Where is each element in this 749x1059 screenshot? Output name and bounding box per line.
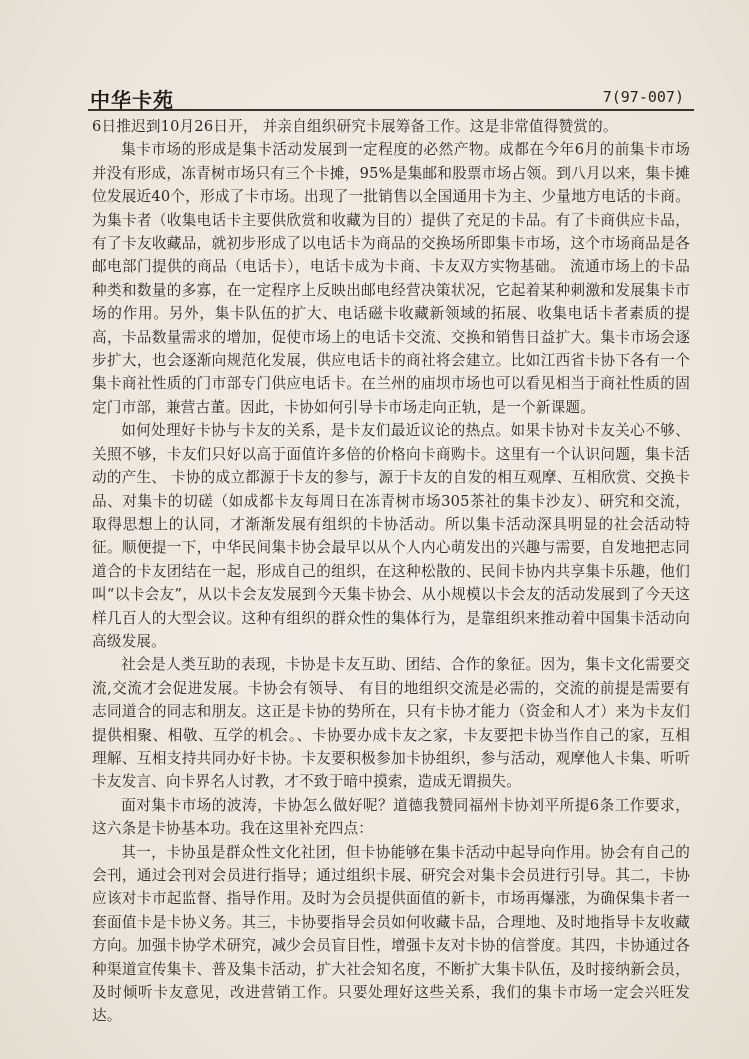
article-body (92, 115, 690, 1028)
page-header (90, 84, 690, 110)
header-divider (88, 109, 694, 111)
paragraph-market: 集卡市场的形成是集卡活动发展到一定程度的必然产物。成都在今年6月的前集卡市场并没有形成，冻青树市场只有三个卡摊，95%是集邮和股票市场占领。到八月以来，集卡摊位发展近40个，形成了卡市场。出现了一批销售以全国通用卡为主、少量地方电话的卡商。为集卡者（收集电话卡主要供欣赏和收藏为目的）提供了充足的卡品。有了卡商供应卡品，有了卡友收藏品，就初步形成了以电话卡为商品的交换场所即集卡市场，这个市场商品是各邮电部门提供的商品（电话卡），电话卡成为卡商、卡友双方实物基础。 流通市场上的卡品种类和数量的多寡，在一定程序上反映出邮电经营决策状况，它起着某种刺激和发展集卡市场的作用。另外，集卡队伍的扩大、电话磁卡收藏新领域的拓展、收集电话卡者素质的提高，卡品数量需求的增加，促使市场上的电话卡交流、交换和销售日益扩大。集卡市场会逐步扩大，也会逐渐向规范化发展，供应电话卡的商社将会建立。比如江西省卡协下各有一个集卡商社性质的门市部专门供应电话卡。在兰州的庙坝市场也可以看见相当于商社性质的固定门市部，兼营古董。因此，卡协如何引导卡市场走向正轨，是一个新课题。 (92, 141, 690, 416)
publication-title: 中华卡苑 (90, 88, 174, 112)
paragraph-society: 社会是人类互助的表现，卡协是卡友互助、团结、合作的象征。因为，集卡文化需要交流,交流才会促进发展。卡协会有领导、 有目的地组织交流是必需的，交流的前提是需要有志同道合的同志和朋友。这正是卡协的势所在，只有卡协才能力（资金和人才）来为卡友们提供相聚、相敬、互学的机会。、卡协要办成卡友之家，卡友要把卡协当作自己的家，互相理解、互相支持共同办好卡协。卡友要积极参加卡协组织，参与活动，观摩他人卡集、听听卡友发言、向卡界名人讨教，才不致于暗中摸索，造成无谓损失。 (92, 656, 690, 791)
paragraph-facing-market: 面对集卡市场的波涛，卡协怎么做好呢？道德我赞同福州卡协刘平所提6条工作要求，这六条是卡协基本功。我在这里补充四点： (92, 796, 690, 838)
paragraph-four-points: 其一，卡协虽是群众性文化社团，但卡协能够在集卡活动中起导向作用。协会有自己的会刊，通过会刊对会员进行指导；通过组织卡展、研究会对集卡会员进行引导。其二，卡协应该对卡市起监督、指导作用。及时为会员提供面值的新卡，市场再爆涨，为确保集卡者一套面值卡是卡协义务。其三，卡协要指导会员如何收藏卡品，合理地、及时地指导卡友收藏方向。加强卡协学术研究，减少会员盲目性，增强卡友对卡协的信誉度。其四，卡协通过各种渠道宣传集卡、普及集卡活动，扩大社会知名度，不断扩大集卡队伍，及时接纳新会员，及时倾听卡友意见，改进营销工作。只要处理好这些关系，我们的集卡市场一定会兴旺发达。 (92, 843, 690, 1025)
paragraph-continued: 6日推迟到10月26日开， 并亲自组织研究卡展筹备工作。这是非常值得赞赏的。 (92, 118, 618, 135)
paragraph-relations: 如何处理好卡协与卡友的关系，是卡友们最近议论的热点。如果卡协对卡友关心不够、关照不够，卡友们只好以高于面值许多倍的价格向卡商购卡。这里有一个认识问题，集卡活动的产生、 卡协的成立都源于卡友的参与，源于卡友的自发的相互观摩、互相欣赏、交换卡品、对集卡的切磋（如成都卡友每周日在冻青树市场305茶社的集卡沙友）、研究和交流，取得思想上的认同，才渐渐发展有组织的卡协活动。所以集卡活动深具明显的社会活动特征。顺便提一下，中华民间集卡协会最早以从个人内心萌发出的兴趣与需要，自发地把志同道合的卡友团结在一起，形成自己的组织，在这种松散的、民间卡协内共享集卡乐趣，他们叫“以卡会友”，从以卡会友发展到今天集卡协会、从小规模以卡会友的活动发展到了今天这样几百人的大型会议。这种有组织的群众性的集体行为，是靠组织来推动着中国集卡活动向高级发展。 (92, 422, 690, 650)
issue-code: 7(97-007) (602, 88, 684, 106)
